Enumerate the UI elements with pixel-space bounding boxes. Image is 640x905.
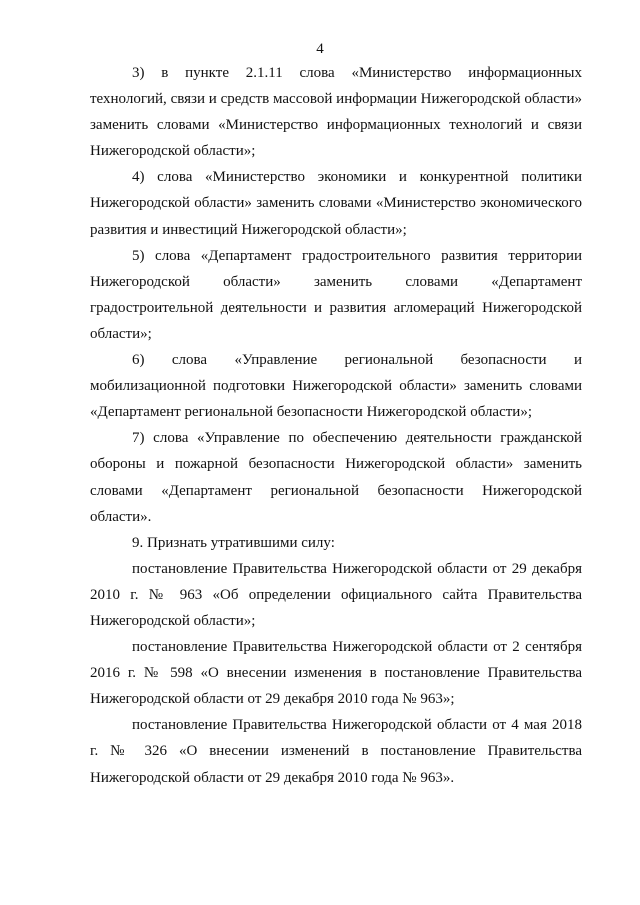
paragraph-repealed-act-1: постановление Правительства Нижегородской области от 29 декабря 2010 г. № 963 «Об определении официального сайта Правительства Нижегородской области»; bbox=[90, 560, 582, 629]
paragraph-item-7: 7) слова «Управление по обеспечению деятельности гражданской обороны и пожарной безопасности Нижегородской области» заменить словами «Департамент региональной безопасности Нижегородской области». bbox=[90, 430, 582, 525]
document-body bbox=[90, 60, 582, 791]
paragraph-section-9: 9. Признать утратившими силу: bbox=[132, 534, 335, 551]
paragraph-item-4: 4) слова «Министерство экономики и конкурентной политики Нижегородской области» заменить словами «Министерство экономического развития и инвестиций Нижегородской области»; bbox=[90, 169, 582, 238]
paragraph-repealed-act-2: постановление Правительства Нижегородской области от 2 сентября 2016 г. № 598 «О внесении изменения в постановление Правительства Нижегородской области от 29 декабря 2010 года № 963»; bbox=[90, 639, 582, 708]
paragraph-item-5: 5) слова «Департамент градостроительного развития территории Нижегородской области» заменить словами «Департамент градостроительной деятельности и развития агломераций Нижегородской области»; bbox=[90, 247, 582, 342]
page-number: 4 bbox=[316, 41, 324, 57]
paragraph-item-6: 6) слова «Управление региональной безопасности и мобилизационной подготовки Нижегородской области» заменить словами «Департамент региональной безопасности Нижегородской области»; bbox=[90, 352, 582, 421]
paragraph-item-3: 3) в пункте 2.1.11 слова «Министерство информационных технологий, связи и средств массовой информации Нижегородской области» заменить словами «Министерство информационных технологий и связи Нижегородской области»; bbox=[90, 65, 582, 160]
paragraph-repealed-act-3: постановление Правительства Нижегородской области от 4 мая 2018 г. № 326 «О внесении изменений в постановление Правительства Нижегородской области от 29 декабря 2010 года № 963». bbox=[90, 717, 582, 786]
